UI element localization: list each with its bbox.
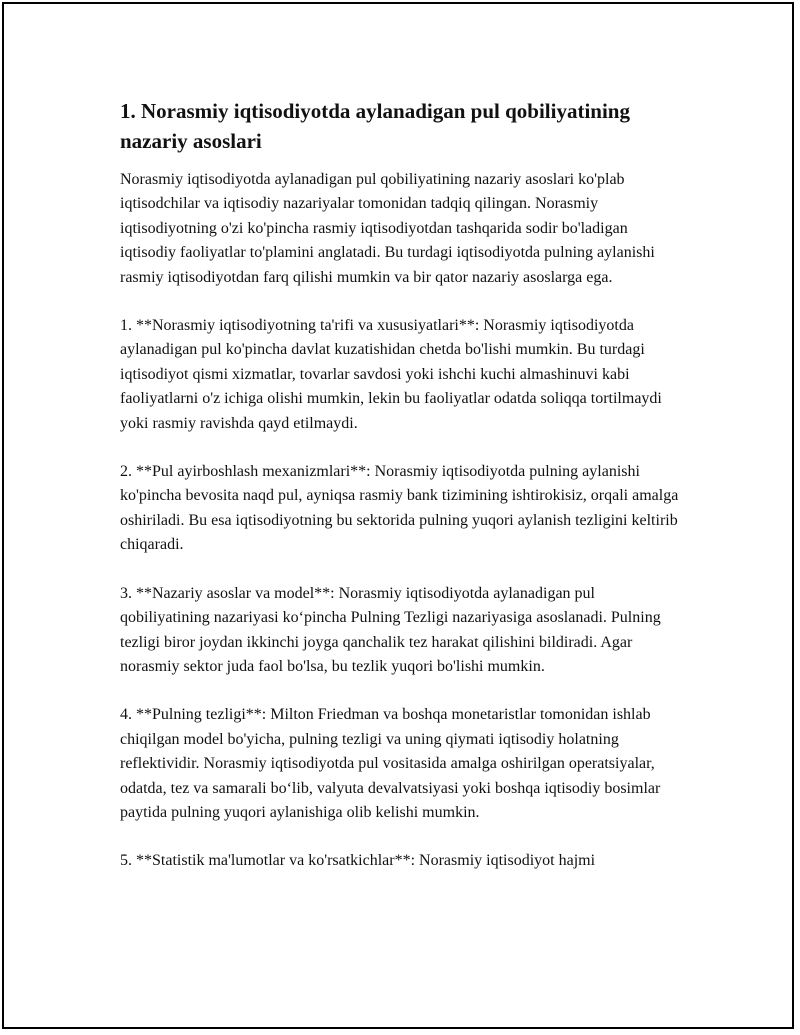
paragraph-item-2: 2. **Pul ayirboshlash mexanizmlari**: Norasmiy iqtisodiyotda pulning aylanishi ko'pincha bevosita naqd pul, ayniqsa rasmiy bank tizimining ishtirokisiz, orqali amalga oshiriladi. Bu esa iqtisodiyotning bu sektorida pulning yuqori aylanish tezligini keltirib chiqaradi.	[120, 463, 679, 554]
paragraph-intro: Norasmiy iqtisodiyotda aylanadigan pul qobiliyatining nazariy asoslari ko'plab iqtisodchilar va iqtisodiy nazariyalar tomonidan tadqiq qilingan. Norasmiy iqtisodiyotning o'zi ko'pincha rasmiy iqtisodiyotdan tashqarida sodir bo'ladigan iqtisodiy faoliyatlar to'plamini anglatadi. Bu turdagi iqtisodiyotda pulning aylanishi rasmiy iqtisodiyotdan farq qilishi mumkin va bir qator nazariy asoslarga ega.	[120, 171, 655, 286]
paragraph-item-5: 5. **Statistik ma'lumotlar va ko'rsatkichlar**: Norasmiy iqtisodiyot hajmi	[120, 852, 596, 870]
document-body	[120, 96, 680, 898]
section-heading: 1. Norasmiy iqtisodiyotda aylanadigan pul qobiliyatining nazariy asoslari	[120, 99, 630, 153]
paragraph-item-1: 1. **Norasmiy iqtisodiyotning ta'rifi va xususiyatlari**: Norasmiy iqtisodiyotda aylanadigan pul ko'pincha davlat kuzatishidan chetda bo'lishi mumkin. Bu turdagi iqtisodiyot qismi xizmatlar, tovarlar savdosi yoki ishchi kuchi almashinuvi kabi faoliyatlarni o'z ichiga olishi mumkin, lekin bu faoliyatlar odatda soliqqa tortilmaydi yoki rasmiy ravishda qayd etilmaydi.	[120, 317, 662, 432]
document-page	[2, 2, 794, 1029]
paragraph-item-3: 3. **Nazariy asoslar va model**: Norasmiy iqtisodiyotda aylanadigan pul qobiliyatining nazariyasi ko‘pincha Pulning Tezligi nazariyasiga asoslanadi. Pulning tezligi biror joydan ikkinchi joyga qanchalik tez harakat qilishini bildiradi. Agar norasmiy sektor juda faol bo'lsa, bu tezlik yuqori bo'lishi mumkin.	[120, 584, 661, 675]
paragraph-item-4: 4. **Pulning tezligi**: Milton Friedman va boshqa monetaristlar tomonidan ishlab chiqilgan model bo'yicha, pulning tezligi va uning qiymati iqtisodiy holatning reflektividir. Norasmiy iqtisodiyotda pul vositasida amalga oshirilgan operatsiyalar, odatda, tez va samarali bo‘lib, valyuta devalvatsiyasi yoki boshqa iqtisodiy bosimlar paytida pulning yuqori aylanishiga olib kelishi mumkin.	[120, 706, 661, 821]
